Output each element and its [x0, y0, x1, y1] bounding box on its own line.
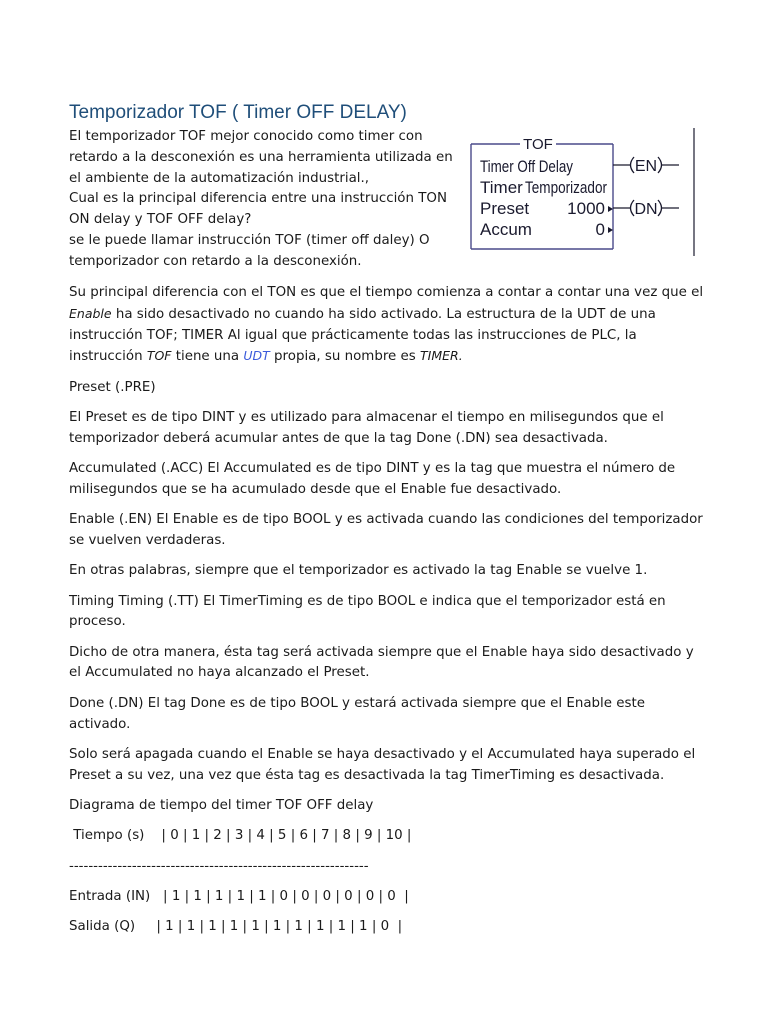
body-text	[69, 283, 709, 947]
dn-coil-right	[658, 200, 662, 216]
block-name: TOF	[523, 136, 553, 153]
page-title: Temporizador TOF ( Timer OFF DELAY)	[69, 102, 407, 123]
timer-off-delay-label: Timer Off Delay	[480, 157, 574, 176]
italic-tof: TOF	[146, 348, 172, 364]
timer-value: Temporizador	[525, 178, 608, 197]
intro-line: Cual es la principal diferencia entre una instrucción TON	[69, 191, 447, 207]
paragraph-timing: Timing Timing (.TT) El TimerTiming es de tipo BOOL e indica que el temporizador está en proceso.	[69, 593, 666, 630]
intro-line: se le puede llamar instrucción TOF (timer off daley) O	[69, 232, 430, 248]
accum-arrow-icon	[608, 227, 613, 233]
ladder-svg	[468, 128, 698, 256]
intro-text	[69, 127, 459, 273]
intro-line: retardo a la desconexión es una herramienta utilizada en	[69, 149, 453, 165]
preset-value: 1000	[567, 199, 605, 218]
italic-enable: Enable	[69, 305, 112, 321]
text-span: Su principal diferencia con el TON es que el tiempo comienza a contar a contar una vez que el	[69, 285, 704, 300]
paragraph-enable: Enable (.EN) El Enable es de tipo BOOL y es activada cuando las condiciones del temporizador se vuelven verdaderas.	[69, 512, 703, 548]
en-coil-label: EN	[634, 158, 658, 175]
timing-separator: --------------------------------------------------------------	[69, 858, 369, 874]
intro-line: el ambiente de la automatización industrial.,	[69, 170, 370, 186]
paragraph-solo: Solo será apagada cuando el Enable se haya desactivado y el Accumulated haya superado el Preset a su vez, una vez que ésta tag es desactivada la tag TimerTiming es desactivada.	[69, 746, 696, 783]
intro-line: temporizador con retardo a la desconexión.	[69, 253, 362, 269]
paragraph-otras-palabras: En otras palabras, siempre que el temporizador es activado la tag Enable se vuelve 1.	[69, 563, 648, 579]
paragraph-accumulated: Accumulated (.ACC) El Accumulated es de tipo DINT y es la tag que muestra el número de milisegundos que se ha acumulado desde que el Enable fue desactivado.	[69, 461, 676, 497]
timing-row-tiempo: Tiempo (s) | 0 | 1 | 2 | 3 | 4 | 5 | 6 | 7 | 8 | 9 | 10 |	[69, 828, 412, 844]
udt-link[interactable]: UDT	[243, 348, 270, 364]
paragraph-preset: El Preset es de tipo DINT y es utilizado para almacenar el tiempo en milisegundos que el temporizador deberá acumular antes de que la tag Done (.DN) sea desactivada.	[69, 409, 664, 446]
accum-value: 0	[595, 220, 605, 239]
paragraph-preset-heading: Preset (.PRE)	[69, 379, 156, 395]
preset-arrow-icon	[608, 206, 613, 212]
tof-ladder-diagram	[468, 128, 698, 256]
text-span: ha sido desactivado no cuando ha sido activado. La estructura de la UDT de una instrucción TOF; TIMER Al igual que prácticamente todas las instrucciones de PLC, la instrucción	[69, 306, 656, 365]
text-span: tiene una	[171, 349, 244, 365]
paragraph-dicho: Dicho de otra manera, ésta tag será activada siempre que el Enable haya sido desactivado y el Accumulated no haya alcanzado el Preset.	[69, 644, 694, 681]
intro-line: El temporizador TOF mejor conocido como timer con	[69, 129, 423, 144]
timing-row-salida: Salida (Q) | 1 | 1 | 1 | 1 | 1 | 1 | 1 | 1 | 1 | 1 | 0 |	[69, 919, 403, 935]
text-span: propia, su nombre es	[269, 349, 421, 365]
en-coil-left	[631, 157, 635, 173]
paragraph-diferencia	[69, 283, 709, 368]
en-coil-right	[658, 157, 662, 173]
timing-row-entrada: Entrada (IN) | 1 | 1 | 1 | 1 | 1 | 0 | 0 | 0 | 0 | 0 | 0 |	[69, 888, 409, 904]
timer-label: Timer	[480, 178, 523, 197]
accum-label: Accum	[480, 220, 532, 239]
preset-label: Preset	[480, 199, 530, 218]
dn-coil-label: DN	[634, 201, 658, 218]
paragraph-diagrama: Diagrama de tiempo del timer TOF OFF delay	[69, 797, 374, 813]
paragraph-done: Done (.DN) El tag Done es de tipo BOOL y estará activada siempre que el Enable este activado.	[69, 695, 645, 732]
intro-line: ON delay y TOF OFF delay?	[69, 212, 252, 228]
italic-timer: TIMER.	[420, 348, 463, 364]
